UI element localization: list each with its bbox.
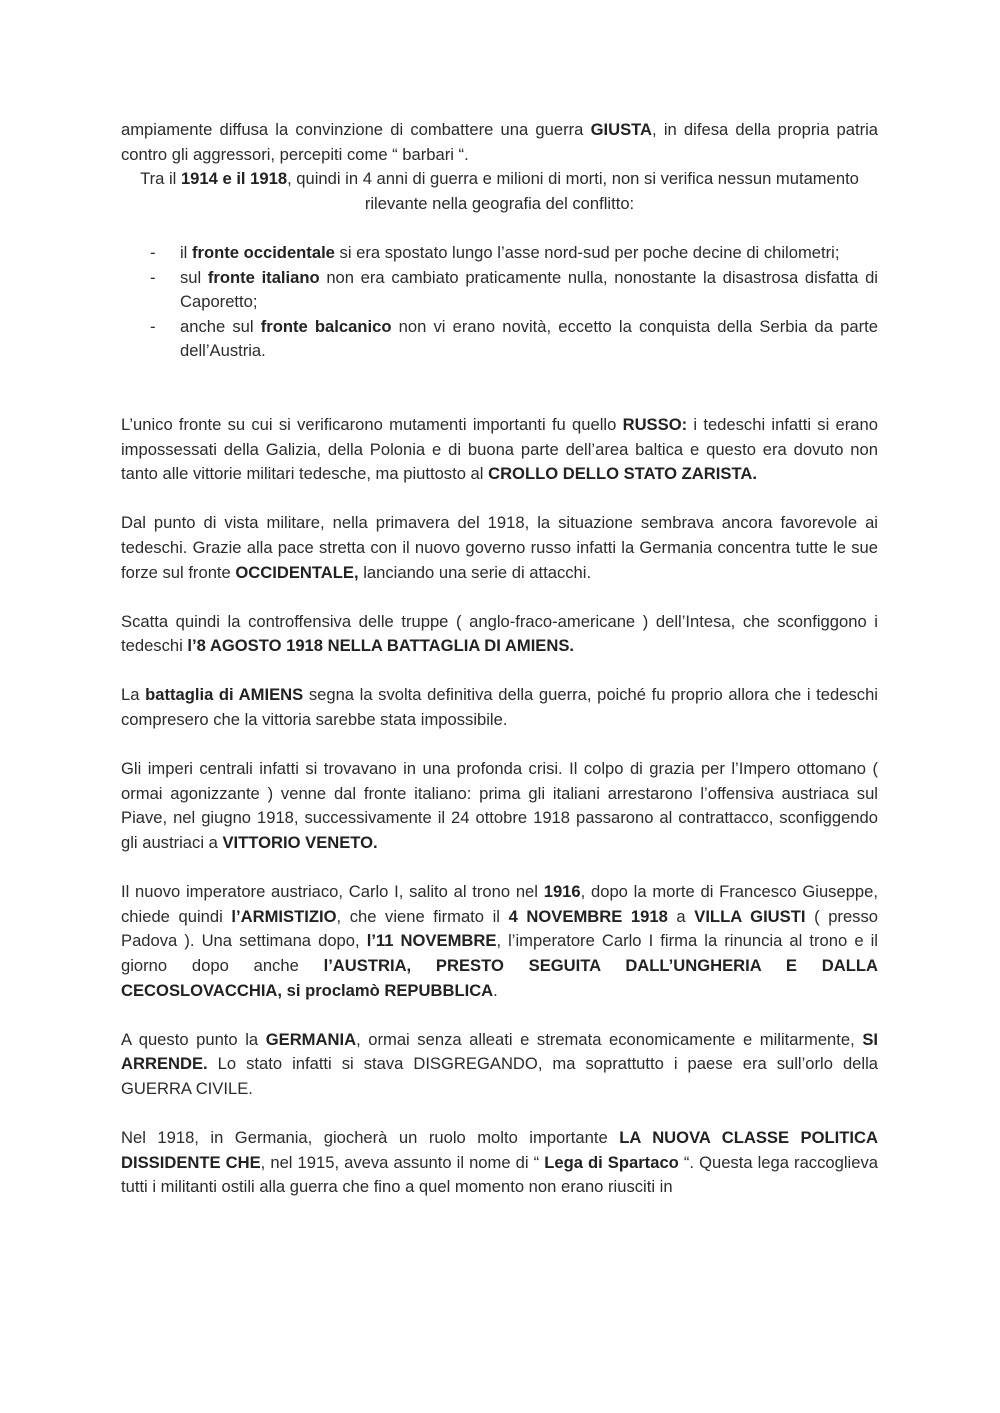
- spacer: [121, 1102, 878, 1127]
- bold-text: RUSSO:: [622, 414, 688, 434]
- text-run: Dal punto di vista militare, nella primavera del 1918, la situazione sembrava ancora favorevole ai tedeschi. Grazie alla pace stretta con il nuovo governo russo infatti la Germania concentra tutte le sue forze sul fronte: [121, 513, 878, 582]
- list-item: [121, 241, 878, 266]
- text-run: anche sul: [180, 316, 261, 336]
- bold-text: LA NUOVA CLASSE POLITICA DISSIDENTE CHE: [121, 1128, 878, 1172]
- text-run: , l’imperatore Carlo I firma la rinuncia al trono e il giorno dopo anche: [121, 931, 878, 975]
- list-item-text: [180, 243, 839, 262]
- list-marker: -: [150, 316, 156, 336]
- paragraph-centered: [121, 167, 878, 216]
- fronts-list: [121, 241, 878, 364]
- text-run: , quindi in 4 anni di guerra e milioni di morti, non si verifica nessun mutamento rilevante nella geografia del conflitto:: [287, 169, 859, 213]
- list-item-text: [180, 317, 878, 361]
- bold-text: fronte italiano: [207, 267, 320, 287]
- text-run: si era spostato lungo l’asse nord-sud per poche decine di chilometri;: [334, 242, 840, 262]
- bold-text: VITTORIO VENETO.: [222, 833, 378, 853]
- list-item: [121, 315, 878, 364]
- spacer: [121, 364, 878, 413]
- text-run: , in difesa della propria patria contro gli aggressori, percepiti come “ barbari “.: [121, 120, 879, 164]
- text-run: , nel 1915, aveva assunto il nome di “: [260, 1152, 545, 1172]
- text-run: Lo stato infatti si stava DISGREGANDO, ma soprattutto i paese era sull’orlo della GUERRA CIVILE.: [121, 1054, 878, 1098]
- bold-text: CROLLO DELLO STATO ZARISTA.: [488, 464, 757, 484]
- text-run: ( presso Padova ). Una settimana dopo,: [121, 906, 879, 951]
- text-run: L’unico fronte su cui si verificarono mutamenti importanti fu quello: [121, 414, 623, 434]
- bold-text: GERMANIA: [265, 1029, 357, 1049]
- text-run: .: [493, 980, 498, 1000]
- bold-text: GIUSTA: [590, 120, 653, 139]
- spacer: [121, 585, 878, 610]
- text-run: La: [121, 685, 146, 705]
- spacer: [121, 856, 878, 881]
- paragraph-intro: [121, 118, 878, 167]
- text-run: Nel 1918, in Germania, giocherà un ruolo molto importante: [121, 1128, 620, 1148]
- bold-text: fronte occidentale: [191, 242, 335, 262]
- list-marker: -: [150, 242, 156, 262]
- bold-text: fronte balcanico: [260, 316, 392, 336]
- list-marker: -: [150, 267, 156, 287]
- text-run: , che viene firmato il: [336, 906, 509, 926]
- paragraph-counteroffensive: [121, 610, 878, 659]
- list-item-text: [180, 268, 878, 312]
- text-run: , ormai senza alleati e stremata economicamente e militarmente,: [356, 1029, 863, 1049]
- bold-text: 4 NOVEMBRE 1918: [508, 906, 668, 926]
- spacer: [121, 1003, 878, 1028]
- bold-text: OCCIDENTALE,: [235, 562, 359, 582]
- bold-text: battaglia di AMIENS: [145, 685, 304, 705]
- bold-text: 1914 e il 1918: [180, 169, 288, 189]
- paragraph-central-empires: [121, 757, 878, 855]
- bold-text: VILLA GIUSTI: [694, 906, 806, 926]
- bold-text: 1916: [543, 882, 581, 902]
- spacer: [121, 487, 878, 512]
- bold-text: l’ARMISTIZIO: [231, 906, 337, 926]
- document-body: [121, 118, 878, 1200]
- bold-text: l’11 NOVEMBRE: [366, 931, 497, 951]
- text-run: Il nuovo imperatore austriaco, Carlo I, salito al trono nel: [121, 882, 544, 902]
- text-run: , dopo la morte di Francesco Giuseppe, chiede quindi: [121, 882, 878, 926]
- text-run: a: [667, 906, 695, 926]
- paragraph-germany-surrender: [121, 1028, 878, 1102]
- text-run: sul: [180, 267, 208, 287]
- text-run: non era cambiato praticamente nulla, nonostante la disastrosa disfatta di Caporetto;: [180, 267, 878, 312]
- bold-text: SI ARRENDE.: [121, 1029, 878, 1074]
- text-run: “. Questa lega raccoglieva tutti i militanti ostili alla guerra che fino a quel momento non erano riusciti in: [121, 1152, 878, 1197]
- text-run: Gli imperi centrali infatti si trovavano in una profonda crisi. Il colpo di grazia per l’Impero ottomano ( ormai agonizzante ) venne dal fronte italiano: prima gli italiani arrestarono l’offensiva austriaca sul Piave, nel giugno 1918, successivamente il 24 ottobre 1918 passarono al contrattacco, sconfiggendo gli austriaci a: [121, 759, 878, 853]
- text-run: ampiamente diffusa la convinzione di combattere una guerra: [121, 120, 591, 139]
- spacer: [121, 659, 878, 684]
- text-run: lanciando una serie di attacchi.: [358, 562, 592, 582]
- paragraph-spartaco: [121, 1126, 878, 1200]
- spacer: [121, 733, 878, 758]
- bold-text: l’AUSTRIA, PRESTO SEGUITA DALL’UNGHERIA E DALLA CECOSLOVACCHIA, si proclamò REPUBBLICA: [121, 956, 878, 1000]
- paragraph-spring-1918: [121, 511, 878, 585]
- text-run: segna la svolta definitiva della guerra, poiché fu proprio allora che i tedeschi compresero che la vittoria sarebbe stata impossibile.: [121, 685, 878, 730]
- paragraph-russian-front: [121, 413, 878, 487]
- text-run: Scatta quindi la controffensiva delle truppe ( anglo-fraco-americane ) dell’Intesa, che sconfiggono i tedeschi: [121, 611, 878, 656]
- text-run: i tedeschi infatti si erano impossessati della Galizia, della Polonia e di buona parte dell’area baltica e questo era dovuto non tanto alle vittorie militari tedesche, ma piuttosto al: [121, 414, 878, 484]
- text-run: Tra il: [140, 169, 181, 189]
- list-item: [121, 266, 878, 315]
- spacer: [121, 216, 878, 241]
- paragraph-carlo-i: [121, 880, 878, 1003]
- paragraph-amiens: [121, 683, 878, 732]
- bold-text: l’8 AGOSTO 1918 NELLA BATTAGLIA DI AMIENS.: [187, 636, 575, 656]
- bold-text: Lega di Spartaco: [544, 1152, 679, 1172]
- text-run: non vi erano novità, eccetto la conquista della Serbia da parte dell’Austria.: [180, 316, 878, 361]
- text-run: A questo punto la: [121, 1029, 266, 1049]
- text-run: il: [180, 242, 192, 262]
